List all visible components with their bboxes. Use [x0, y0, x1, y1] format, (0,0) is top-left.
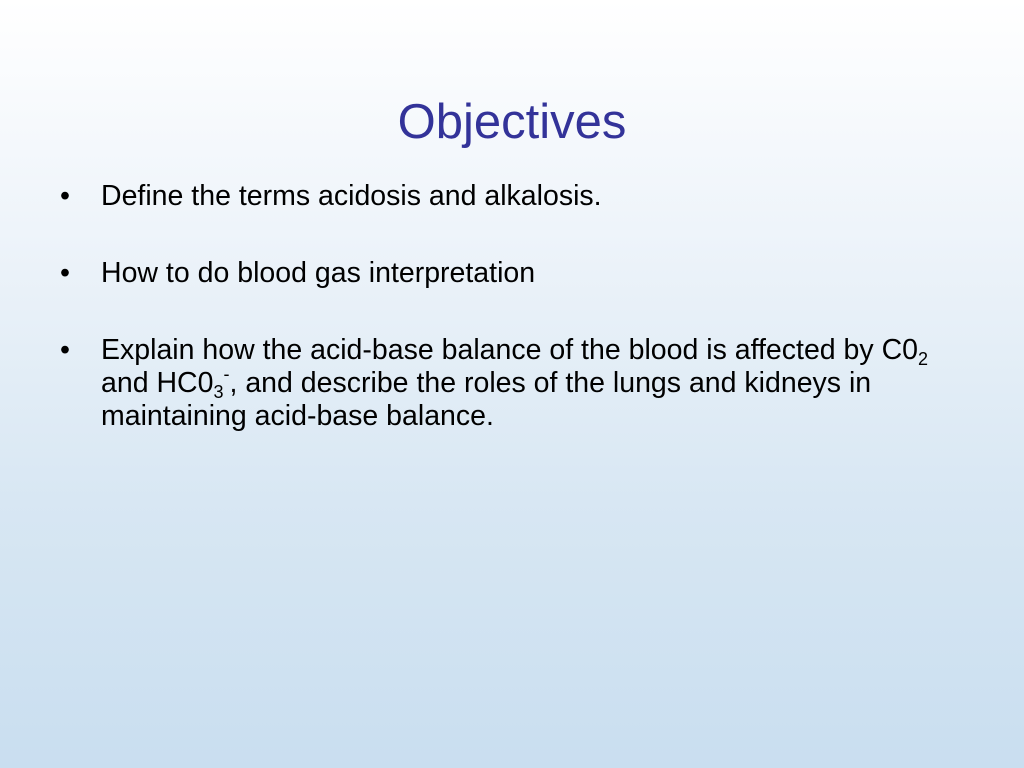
- bullet-text-part1: Explain how the acid-base balance of the blood is affected by C0: [101, 334, 919, 366]
- bullet-item-3: [60, 334, 960, 433]
- bullet-marker: •: [60, 334, 70, 366]
- subscript-2: 2: [918, 349, 929, 369]
- bullet-text-part2: and HC0: [101, 367, 214, 399]
- bullet-item-1: [60, 180, 960, 213]
- slide-title: Objectives: [397, 95, 627, 149]
- bullet-text-part3: , and describe the roles of the lungs and kidneys in maintaining acid-base balance.: [101, 367, 872, 432]
- bullet-text: How to do blood gas interpretation: [101, 257, 536, 289]
- subscript-3: 3: [213, 382, 224, 402]
- bullet-text: Define the terms acidosis and alkalosis.: [101, 180, 602, 212]
- bullet-list: [60, 180, 960, 477]
- bullet-item-2: [60, 257, 960, 290]
- bullet-marker: •: [60, 180, 70, 212]
- superscript-minus: -: [223, 364, 230, 384]
- bullet-marker: •: [60, 257, 70, 289]
